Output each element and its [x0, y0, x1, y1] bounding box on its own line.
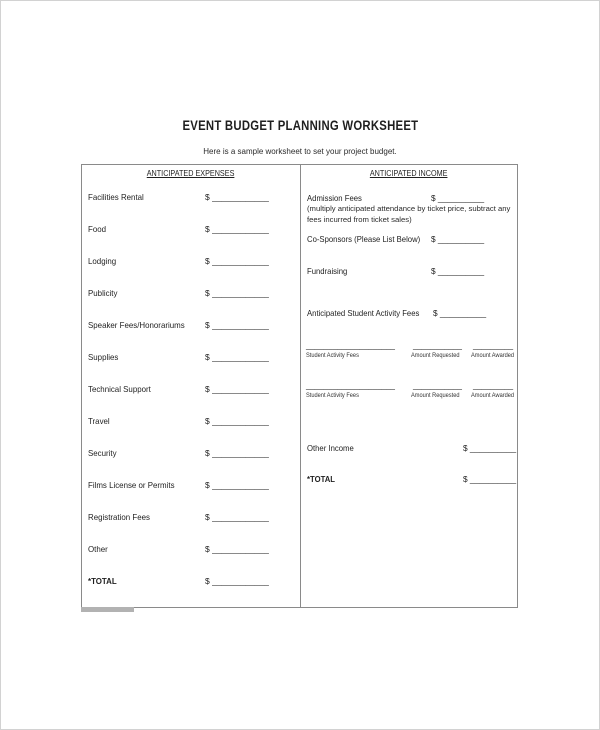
expense-label: Other	[88, 544, 108, 554]
table-shadow-artifact	[81, 607, 134, 612]
amount-blank-line: $ __________	[431, 193, 485, 203]
fee-blank-line: ____________________	[306, 341, 395, 350]
expense-row-films-license	[88, 480, 298, 512]
page-title-text: EVENT BUDGET PLANNING WORKSHEET	[182, 118, 418, 133]
income-label: Anticipated Student Activity Fees	[307, 308, 420, 318]
income-row-fundraising	[307, 266, 515, 278]
page-title	[1, 118, 599, 133]
amount-blank-line: $ ____________	[205, 512, 269, 522]
student-activity-fee-entry-1	[301, 341, 517, 363]
expense-label: Registration Fees	[88, 512, 150, 522]
expenses-total-row	[88, 576, 298, 608]
expense-row-food	[88, 224, 298, 256]
expense-label: Security	[88, 448, 117, 458]
income-row-cosponsors	[307, 234, 515, 246]
amount-blank-line: $ ____________	[205, 384, 269, 394]
expenses-rows	[88, 192, 298, 608]
amount-blank-line: $ ____________	[205, 576, 269, 586]
income-header	[301, 168, 517, 178]
admission-fees-note: (multiply anticipated attendance by ticket price, subtract any fees incurred from ticket sales)	[307, 204, 511, 224]
expenses-column	[82, 165, 301, 607]
expense-label: Publicity	[88, 288, 118, 298]
expense-row-supplies	[88, 352, 298, 384]
expense-label: Films License or Permits	[88, 480, 175, 490]
amount-blank-line: $ ____________	[205, 288, 269, 298]
budget-table	[81, 164, 518, 608]
expense-row-speaker-fees	[88, 320, 298, 352]
fee-blank-line: ____________________	[306, 381, 395, 390]
expense-row-other	[88, 544, 298, 576]
expense-label: Speaker Fees/Honorariums	[88, 320, 185, 330]
expenses-header-text: ANTICIPATED EXPENSES	[147, 168, 235, 178]
expense-row-travel	[88, 416, 298, 448]
fee-col-label: Amount Requested	[411, 392, 460, 399]
expense-label: Food	[88, 224, 107, 234]
amount-blank-line: $ ____________	[205, 192, 269, 202]
fee-col-label: Student Activity Fees	[306, 392, 359, 399]
fee-col-label: Amount Awarded	[471, 392, 515, 399]
amount-blank-line: $ ____________	[205, 544, 269, 554]
amount-blank-line: $ __________	[463, 443, 517, 453]
income-label: Co-Sponsors (Please List Below)	[307, 234, 421, 244]
page-subtitle-text: Here is a sample worksheet to set your project budget.	[203, 147, 397, 156]
income-total-row	[307, 474, 515, 486]
amount-blank-line: $ __________	[433, 308, 487, 318]
page-subtitle	[1, 147, 599, 156]
income-row-other-income	[307, 443, 515, 455]
expense-row-security	[88, 448, 298, 480]
expense-row-facilities-rental	[88, 192, 298, 224]
amount-blank-line: $ ____________	[205, 352, 269, 362]
expense-row-technical-support	[88, 384, 298, 416]
expense-label: Technical Support	[88, 384, 151, 394]
fee-blank-line: _________	[473, 341, 514, 350]
amount-blank-line: $ ____________	[205, 480, 269, 490]
income-total-label: *TOTAL	[307, 474, 336, 484]
amount-blank-line: $ ____________	[205, 448, 269, 458]
income-column	[301, 165, 517, 607]
expenses-total-label: *TOTAL	[88, 576, 117, 586]
amount-blank-line: $ ____________	[205, 256, 269, 266]
amount-blank-line: $ ____________	[205, 224, 269, 234]
income-row-student-activity-fees	[307, 308, 515, 320]
income-header-text: ANTICIPATED INCOME	[370, 168, 448, 178]
expense-row-publicity	[88, 288, 298, 320]
fee-col-label: Amount Awarded	[471, 352, 515, 359]
amount-blank-line: $ __________	[431, 234, 485, 244]
expense-row-lodging	[88, 256, 298, 288]
expense-label: Supplies	[88, 352, 119, 362]
fee-col-label: Student Activity Fees	[306, 352, 359, 359]
fee-blank-line: _________	[473, 381, 514, 390]
fee-blank-line: ___________	[413, 341, 462, 350]
amount-blank-line: $ __________	[431, 266, 485, 276]
amount-blank-line: $ __________	[463, 474, 517, 484]
expense-label: Facilities Rental	[88, 192, 144, 202]
fee-col-label: Amount Requested	[411, 352, 460, 359]
expenses-header	[82, 168, 300, 178]
income-label: Other Income	[307, 443, 354, 453]
expense-label: Travel	[88, 416, 110, 426]
amount-blank-line: $ ____________	[205, 320, 269, 330]
income-label: Admission Fees	[307, 193, 362, 203]
student-activity-fee-entry-2	[301, 381, 517, 403]
expense-label: Lodging	[88, 256, 117, 266]
fee-blank-line: ___________	[413, 381, 462, 390]
income-label: Fundraising	[307, 266, 348, 276]
amount-blank-line: $ ____________	[205, 416, 269, 426]
expense-row-registration-fees	[88, 512, 298, 544]
